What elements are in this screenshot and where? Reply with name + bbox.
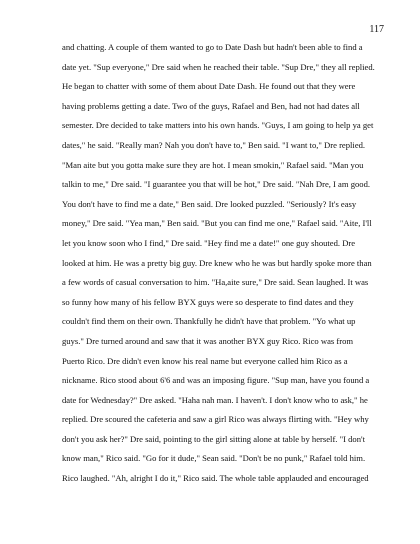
text-line: date yet. "Sup everyone," Dre said when he reached their table. "Sup Dre," they all replied. [62,61,375,72]
text-line: guys." Dre turned around and saw that it was another BYX guy Rico. Rico was from [62,335,354,346]
text-line: date for Wednesday?" Dre asked. "Haha nah man. I haven't. I don't know who to ask," he [62,394,368,405]
text-line: money," Dre said. "Yea man," Ben said. "But you can find me one," Rafael said. "Aite, I'll [62,218,372,229]
text-line: don't you ask her?" Dre said, pointing to the girl sitting alone at table by herself. "I don't [62,433,365,444]
text-line: "Man aite but you gotta make sure they are hot. I mean smokin," Rafael said. "Man you [62,159,364,170]
text-line: couldn't find them on their own. Thankfully he didn't have that problem. "Yo what up [62,316,356,327]
text-line: Puerto Rico. Dre didn't even know his real name but everyone called him Rico as a [62,355,348,366]
text-line: know man," Rico said. "Go for it dude," Sean said. "Don't be no punk," Rafael told him. [62,453,366,464]
text-line: nickname. Rico stood about 6'6 and was an imposing figure. "Sup man, have you found a [62,375,370,386]
text-line: He began to chatter with some of them about Date Dash. He found out that they were [62,81,356,92]
body-text [62,38,375,489]
text-line: You don't have to find me a date," Ben said. Dre looked puzzled. "Seriously? It's easy [62,198,357,209]
text-line: and chatting. A couple of them wanted to go to Date Dash but hadn't been able to find a [62,42,363,52]
text-line: so funny how many of his fellow BYX guys were so desperate to find dates and they [62,296,354,307]
text-line: talkin to me," Dre said. "I guarantee you that will be hot," Dre said. "Nah Dre, I am good. [62,179,371,190]
text-line: having problems getting a date. Two of the guys, Rafael and Ben, had not had dates all [62,100,360,111]
text-line: dates," he said. "Really man? Nah you don't have to," Ben said. "I want to," Dre replied. [62,139,366,150]
text-line: looked at him. He was a pretty big guy. Dre knew who he was but hardly spoke more than [62,257,372,268]
text-line: replied. Dre scoured the cafeteria and saw a girl Rico was always flirting with. "Hey why [62,414,369,425]
text-line: Rico laughed. "Ah, alright I do it," Rico said. The whole table applauded and encouraged [62,473,369,484]
text-line: semester. Dre decided to take matters into his own hands. "Guys, I am going to help ya get [62,120,374,131]
page-number: 117 [369,24,384,35]
text-line: a few words of casual conversation to him. "Ha,aite sure," Dre said. Sean laughed. It was [62,277,369,288]
text-line: let you know soon who I find," Dre said. "Hey find me a date!" one guy shouted. Dre [62,237,356,248]
